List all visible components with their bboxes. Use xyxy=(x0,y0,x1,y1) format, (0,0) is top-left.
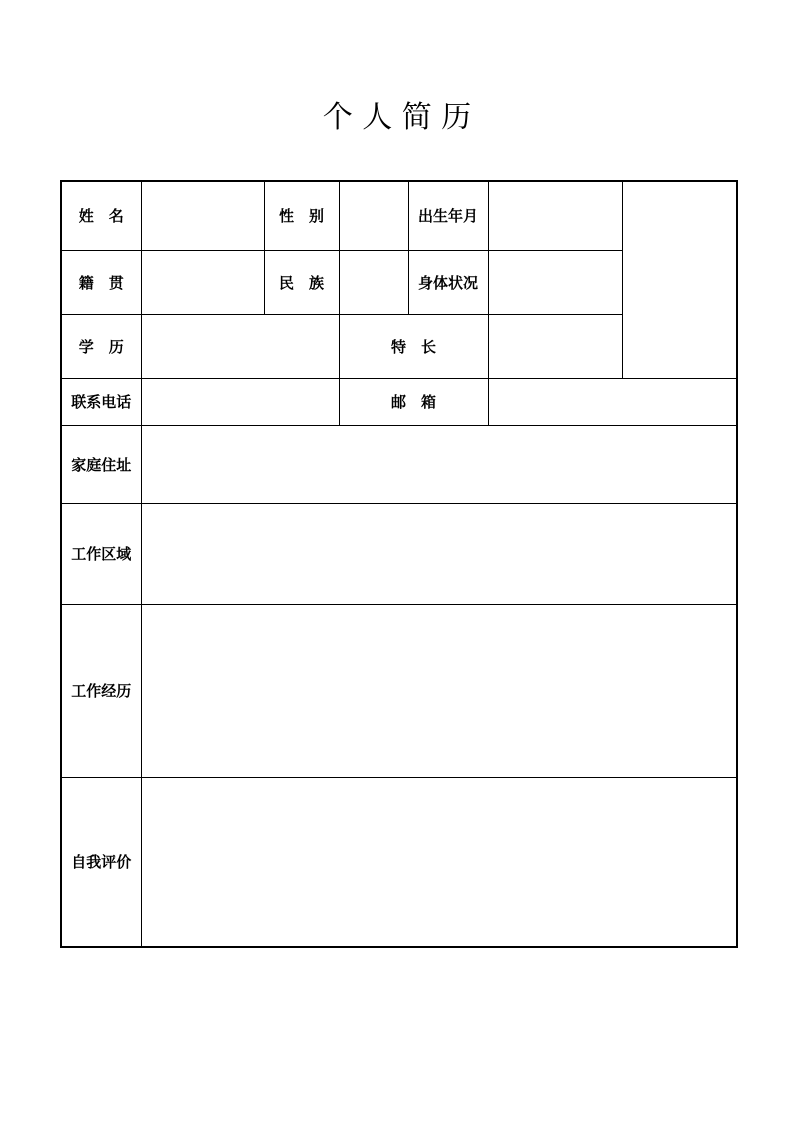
email-field[interactable] xyxy=(488,378,737,425)
label-self-evaluation: 自我评价 xyxy=(61,777,141,947)
self-evaluation-field[interactable] xyxy=(141,777,737,947)
row-work-area xyxy=(61,503,737,604)
label-work-history: 工作经历 xyxy=(61,604,141,777)
row-phone-email xyxy=(61,378,737,425)
label-work-area: 工作区域 xyxy=(61,503,141,604)
label-health: 身体状况 xyxy=(408,250,488,314)
name-field[interactable] xyxy=(141,181,264,250)
label-name: 姓 名 xyxy=(61,181,141,250)
label-native-place: 籍 贯 xyxy=(61,250,141,314)
ethnicity-field[interactable] xyxy=(339,250,408,314)
address-field[interactable] xyxy=(141,425,737,503)
label-address: 家庭住址 xyxy=(61,425,141,503)
education-field[interactable] xyxy=(141,314,339,378)
label-phone: 联系电话 xyxy=(61,378,141,425)
photo-box[interactable] xyxy=(622,181,737,378)
phone-field[interactable] xyxy=(141,378,339,425)
row-address xyxy=(61,425,737,503)
resume-table xyxy=(60,180,738,948)
gender-field[interactable] xyxy=(339,181,408,250)
birth-field[interactable] xyxy=(488,181,622,250)
label-specialty: 特 长 xyxy=(339,314,488,378)
work-history-field[interactable] xyxy=(141,604,737,777)
label-ethnicity: 民 族 xyxy=(264,250,339,314)
page-title: 个 人 简 历 xyxy=(322,100,472,135)
label-gender: 性 别 xyxy=(264,181,339,250)
work-area-field[interactable] xyxy=(141,503,737,604)
specialty-field[interactable] xyxy=(488,314,622,378)
health-field[interactable] xyxy=(488,250,622,314)
native-place-field[interactable] xyxy=(141,250,264,314)
label-birth: 出生年月 xyxy=(408,181,488,250)
row-work-history xyxy=(61,604,737,777)
label-education: 学 历 xyxy=(61,314,141,378)
row-name-gender-birth xyxy=(61,181,737,250)
row-self-evaluation xyxy=(61,777,737,947)
label-email: 邮 箱 xyxy=(339,378,488,425)
